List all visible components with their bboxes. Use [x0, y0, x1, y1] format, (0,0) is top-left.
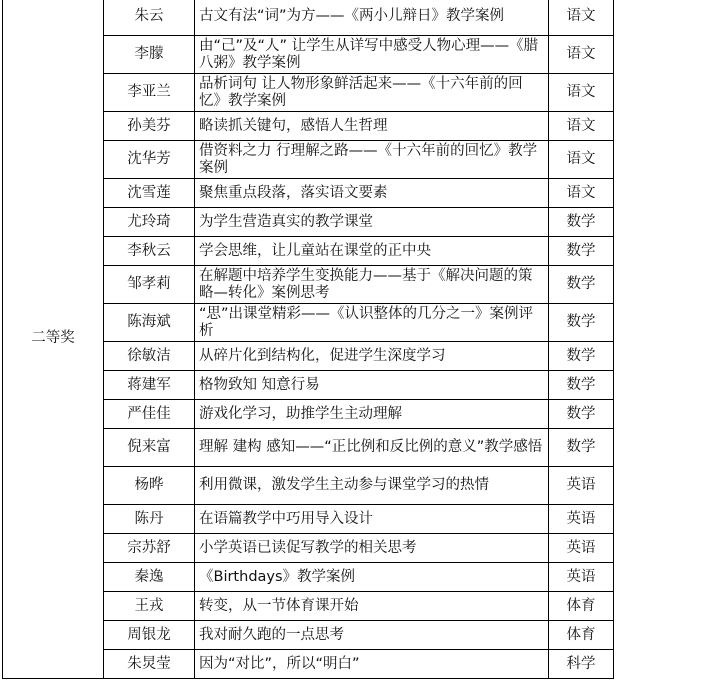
teacher-name-cell: 沈华芳 — [104, 141, 195, 179]
teacher-name-cell: 蒋建军 — [104, 371, 195, 400]
paper-title-cell: 游戏化学习，助推学生主动理解 — [195, 400, 549, 429]
teacher-name-cell: 李朦 — [104, 36, 195, 74]
teacher-name-cell: 倪来富 — [104, 429, 195, 467]
subject-cell: 科学 — [549, 650, 614, 679]
teacher-name-cell: 严佳佳 — [104, 400, 195, 429]
award-table-body — [3, 0, 614, 679]
subject-cell: 体育 — [549, 621, 614, 650]
paper-title-cell: 由“己”及“人” 让学生从详写中感受人物心理——《腊八粥》教学案例 — [195, 36, 549, 74]
paper-title-cell: 古文有法“词”为方——《两小儿辩日》教学案例 — [195, 0, 549, 36]
teacher-name-cell: 尤玲琦 — [104, 208, 195, 237]
teacher-name-cell: 朱炅莹 — [104, 650, 195, 679]
teacher-name-cell: 陈海斌 — [104, 304, 195, 342]
subject-cell: 数学 — [549, 237, 614, 266]
paper-title-cell: 从碎片化到结构化，促进学生深度学习 — [195, 342, 549, 371]
subject-cell: 数学 — [549, 371, 614, 400]
paper-title-cell: 格物致知 知意行易 — [195, 371, 549, 400]
paper-title-cell: 《Birthdays》教学案例 — [195, 563, 549, 592]
teacher-name-cell: 朱云 — [104, 0, 195, 36]
paper-title-cell: 在语篇教学中巧用导入设计 — [195, 505, 549, 534]
paper-title-cell: 因为“对比”，所以“明白” — [195, 650, 549, 679]
award-grade-cell: 二等奖 — [3, 0, 104, 679]
subject-cell: 数学 — [549, 208, 614, 237]
subject-cell: 数学 — [549, 266, 614, 304]
teacher-name-cell: 王戎 — [104, 592, 195, 621]
paper-title-cell: 学会思维，让儿童站在课堂的正中央 — [195, 237, 549, 266]
subject-cell: 语文 — [549, 74, 614, 112]
subject-cell: 数学 — [549, 342, 614, 371]
paper-title-cell: 品析词句 让人物形象鲜活起来——《十六年前的回忆》教学案例 — [195, 74, 549, 112]
subject-cell: 英语 — [549, 505, 614, 534]
subject-cell: 数学 — [549, 429, 614, 467]
subject-cell: 体育 — [549, 592, 614, 621]
table-row — [3, 0, 614, 36]
paper-title-cell: 小学英语已读促写教学的相关思考 — [195, 534, 549, 563]
subject-cell: 语文 — [549, 36, 614, 74]
paper-title-cell: 在解题中培养学生变换能力——基于《解决问题的策略—转化》案例思考 — [195, 266, 549, 304]
paper-title-cell: 为学生营造真实的教学课堂 — [195, 208, 549, 237]
subject-cell: 数学 — [549, 400, 614, 429]
paper-title-cell: 略读抓关键句，感悟人生哲理 — [195, 112, 549, 141]
subject-cell: 语文 — [549, 0, 614, 36]
subject-cell: 英语 — [549, 467, 614, 505]
teacher-name-cell: 周银龙 — [104, 621, 195, 650]
teacher-name-cell: 李秋云 — [104, 237, 195, 266]
teacher-name-cell: 陈丹 — [104, 505, 195, 534]
teacher-name-cell: 李亚兰 — [104, 74, 195, 112]
paper-title-cell: 利用微课，激发学生主动参与课堂学习的热情 — [195, 467, 549, 505]
subject-cell: 数学 — [549, 304, 614, 342]
paper-title-cell: 借资料之力 行理解之路——《十六年前的回忆》教学案例 — [195, 141, 549, 179]
subject-cell: 语文 — [549, 141, 614, 179]
teacher-name-cell: 秦逸 — [104, 563, 195, 592]
subject-cell: 语文 — [549, 179, 614, 208]
subject-cell: 英语 — [549, 563, 614, 592]
paper-title-cell: 理解 建构 感知——“正比例和反比例的意义”教学感悟 — [195, 429, 549, 467]
teacher-name-cell: 邹孝莉 — [104, 266, 195, 304]
subject-cell: 语文 — [549, 112, 614, 141]
teacher-name-cell: 杨晔 — [104, 467, 195, 505]
teacher-name-cell: 孙美芬 — [104, 112, 195, 141]
paper-title-cell: 聚焦重点段落，落实语文要素 — [195, 179, 549, 208]
paper-title-cell: 我对耐久跑的一点思考 — [195, 621, 549, 650]
teacher-name-cell: 徐敏洁 — [104, 342, 195, 371]
teacher-name-cell: 宗苏舒 — [104, 534, 195, 563]
paper-title-cell: “思”出课堂精彩——《认识整体的几分之一》案例评析 — [195, 304, 549, 342]
subject-cell: 英语 — [549, 534, 614, 563]
award-table — [2, 0, 614, 679]
paper-title-cell: 转变，从一节体育课开始 — [195, 592, 549, 621]
teacher-name-cell: 沈雪莲 — [104, 179, 195, 208]
